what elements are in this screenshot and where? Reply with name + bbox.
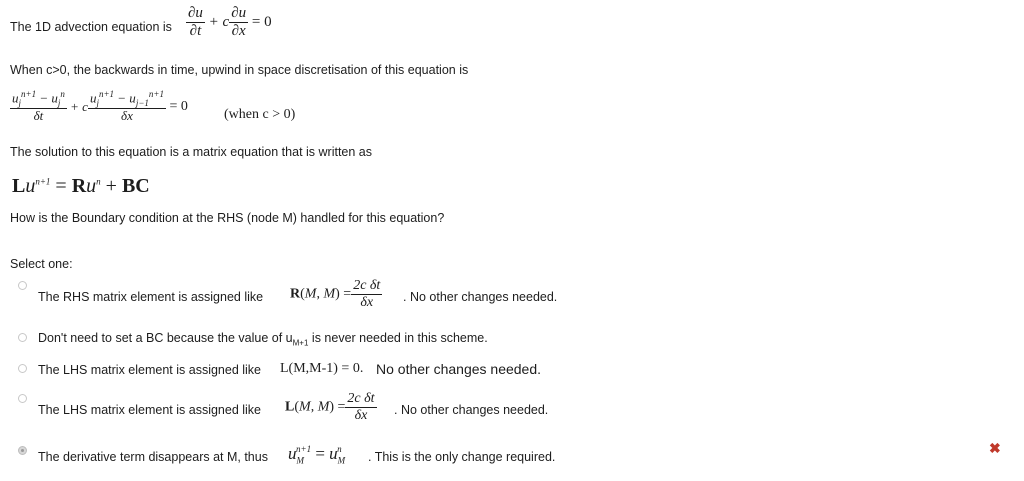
discretisation-equation: $\frac{u_j^{n+1} - u_j^n}{\delta t}$ + c $\frac{u_j^{n+1} - u_{j-1}^{n+1}}{\delta x}$ = 0	[12, 89, 188, 124]
solution-intro: The solution to this equation is a matrix equation that is written as	[10, 145, 372, 159]
intro-text: The 1D advection equation is	[10, 20, 172, 34]
option-5-suffix: . This is the only change required.	[368, 450, 556, 464]
option-1-formula: R(M, M) = $\frac{\text{2c δt}}{\delta x}$	[290, 278, 381, 310]
option-1-radio[interactable]	[18, 281, 27, 290]
option-4-suffix: . No other changes needed.	[394, 403, 549, 417]
option-5-formula: $u_M^{n+1} = u_M^n$	[288, 444, 346, 466]
option-3-radio[interactable]	[18, 364, 27, 373]
matrix-equation: $Lu^{n+1} = Ru^n$ + BC	[12, 175, 150, 197]
option-3-formula: L(M,M-1) = 0.	[280, 361, 364, 376]
option-1-text[interactable]: The RHS matrix element is assigned like	[38, 290, 264, 304]
option-3-suffix: No other changes needed.	[376, 361, 542, 377]
option-4-text[interactable]: The LHS matrix element is assigned like	[38, 403, 262, 417]
option-2-radio[interactable]	[18, 333, 27, 342]
option-1-suffix: . No other changes needed.	[403, 290, 558, 304]
option-4-formula: L(M, M) = $\frac{\text{2c δt}}{\delta x}$	[285, 391, 375, 423]
option-5-text[interactable]: The derivative term disappears at M, thus	[38, 450, 268, 464]
question-prompt: How is the Boundary condition at the RHS (node M) handled for this equation?	[10, 211, 445, 225]
scheme-condition: (when c > 0)	[224, 107, 296, 122]
advection-equation: $\frac{\partial u}{\partial t}$ + c $\frac{\partial u}{\partial x}$ = 0	[188, 5, 272, 39]
option-2-text[interactable]: Don't need to set a BC because the value of $u_{M+1}$ is never needed in this scheme.	[38, 331, 488, 348]
cross-icon: ✖	[989, 440, 1001, 456]
option-5-radio[interactable]	[18, 446, 27, 455]
scheme-intro: When c>0, the backwards in time, upwind in space discretisation of this equation is	[10, 63, 469, 77]
option-3-text[interactable]: The LHS matrix element is assigned like	[38, 363, 262, 377]
select-label: Select one:	[10, 257, 73, 271]
option-4-radio[interactable]	[18, 394, 27, 403]
